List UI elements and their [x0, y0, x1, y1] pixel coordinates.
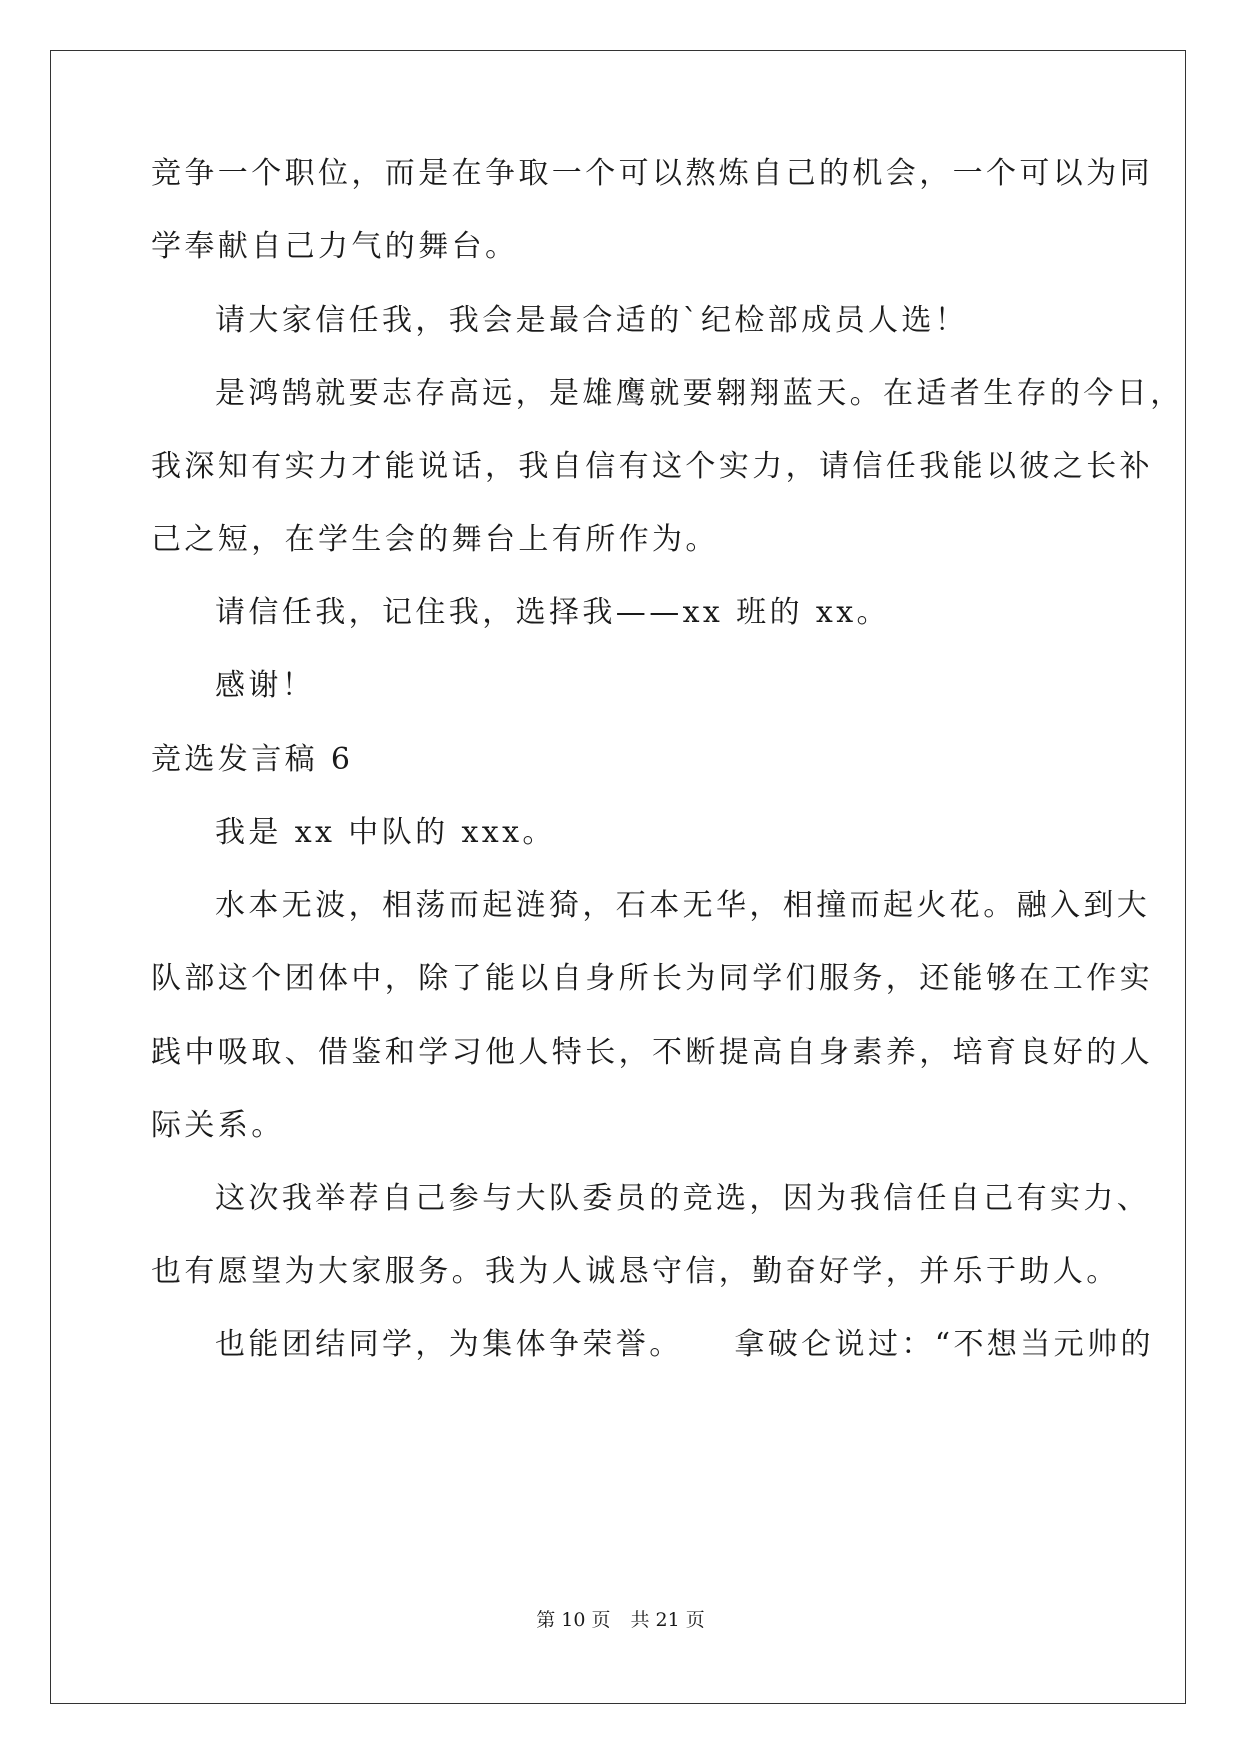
page-number: 第 10 页	[536, 1609, 611, 1631]
text-line: 际关系。	[151, 1108, 285, 1143]
text-line: 己之短，在学生会的舞台上有所作为。	[151, 522, 719, 557]
text-line: 这次我举荐自己参与大队委员的竞选，因为我信任自己有实力、	[215, 1181, 1151, 1216]
text-line: 我是 xx 中队的 xxx。	[215, 815, 556, 850]
text-line: 感谢！	[215, 668, 316, 703]
text-line: 是鸿鹄就要志存高远，是雄鹰就要翱翔蓝天。在适者生存的今日，	[215, 376, 1184, 411]
section-heading: 竞选发言稿 6	[151, 742, 354, 777]
page-footer	[0, 1608, 1241, 1632]
text-line: 请信任我，记住我，选择我——xx 班的 xx。	[215, 595, 890, 630]
text-line: 我深知有实力才能说话，我自信有这个实力，请信任我能以彼之长补	[151, 449, 1153, 484]
text-line: 水本无波，相荡而起涟猗，石本无华，相撞而起火花。融入到大	[215, 888, 1151, 923]
text-line: 竞争一个职位，而是在争取一个可以熬炼自己的机会，一个可以为同	[151, 156, 1153, 191]
text-line: 队部这个团体中，除了能以自身所长为同学们服务，还能够在工作实	[151, 961, 1153, 996]
page-border	[50, 50, 1186, 1704]
text-line: 践中吸取、借鉴和学习他人特长，不断提高自身素养，培育良好的人	[151, 1035, 1153, 1070]
text-line: 学奉献自己力气的舞台。	[151, 229, 519, 264]
text-line: 也能团结同学，为集体争荣誉。 拿破仑说过：“不想当元帅的	[215, 1327, 1154, 1362]
text-line: 请大家信任我，我会是最合适的`纪检部成员人选！	[215, 303, 969, 338]
page-total: 共 21 页	[630, 1609, 705, 1631]
text-line: 也有愿望为大家服务。我为人诚恳守信，勤奋好学，并乐于助人。	[151, 1254, 1120, 1289]
